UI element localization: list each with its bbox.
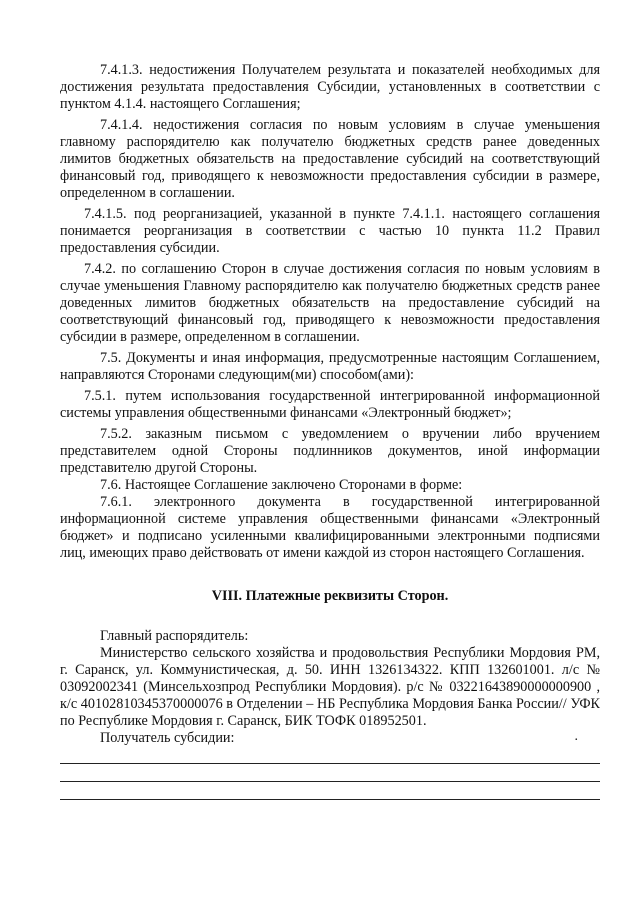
section-title: VIII. Платежные реквизиты Сторон. (211, 588, 449, 604)
requisites-block (60, 628, 600, 800)
clause-7-5-2: 7.5.2. заказным письмом с уведомлением о вручении либо вручением представителем одной Стороны подлинников документов, иной информации представителю другой Стороны. (60, 426, 600, 476)
clause-7-4-1-5: 7.4.1.5. под реорганизацией, указанной в пункте 7.4.1.1. настоящего соглашения понимается реорганизация в соответствии с частью 10 пункта 11.2 Правил предоставления субсидии. (60, 206, 600, 256)
main-distributor-label: Главный распорядитель: (100, 628, 249, 644)
recipient-blank-line (60, 799, 600, 800)
recipient-label: Получатель субсидии: (100, 730, 235, 746)
clause-7-6: 7.6. Настоящее Соглашение заключено Сторонами в форме: (100, 477, 463, 493)
main-distributor-details: Министерство сельского хозяйства и продовольствия Республики Мордовия РМ, г. Саранск, ул. Коммунистическая, д. 50. ИНН 1326134322. КПП 132601001. л/с № 03092002341 (Минсельхозпрод Республики Мордовия). р/с № 03221643890000000900 , к/с 40102810345370000076 в Отделении – НБ Республика Мордовия Банка России// УФК по Республике Мордовия г. Саранск, БИК ТОФК 018952501. (60, 645, 600, 729)
clause-7-4-1-3: 7.4.1.3. недостижения Получателем результата и показателей необходимых для достижения результата предоставления Субсидии, установленных в соответствии с пунктом 4.1.4. настоящего Соглашения; (60, 62, 600, 112)
recipient-blank-line (60, 763, 600, 764)
clause-7-4-1-4: 7.4.1.4. недостижения согласия по новым условиям в случае уменьшения главному распорядителю как получателю бюджетных средств ранее доведенных лимитов бюджетных обязательств на предоставление субсидий на соответствующий финансовый год, приводящего к невозможности предоставления субсидии в размере, определенном в соглашении. (60, 117, 600, 201)
document-page (60, 62, 600, 800)
recipient-blank-line (60, 781, 600, 782)
clause-7-5: 7.5. Документы и иная информация, предусмотренные настоящим Соглашением, направляются Сторонами следующим(ми) способом(ами): (60, 350, 600, 383)
clause-7-5-1: 7.5.1. путем использования государственной интегрированной информационной системы управления общественными финансами «Электронный бюджет»; (60, 388, 600, 421)
clause-7-4-2: 7.4.2. по соглашению Сторон в случае достижения согласия по новым условиям в случае уменьшения Главному распорядителю как получателю бюджетных средств ранее доведенных лимитов бюджетных обязательств на предоставление субсидий на соответствующий финансовый год, приводящего к невозможности предоставления субсидии в размере, определенном в соглашении. (60, 261, 600, 345)
clause-7-6-1: 7.6.1. электронного документа в государственной интегрированной информационной системе управления общественными финансами «Электронный бюджет» и подписано усиленными квалифицированными электронными подписями лиц, имеющих право действовать от имени каждой из сторон настоящего Соглашения. (60, 494, 600, 561)
recipient-mark: . (574, 729, 578, 744)
